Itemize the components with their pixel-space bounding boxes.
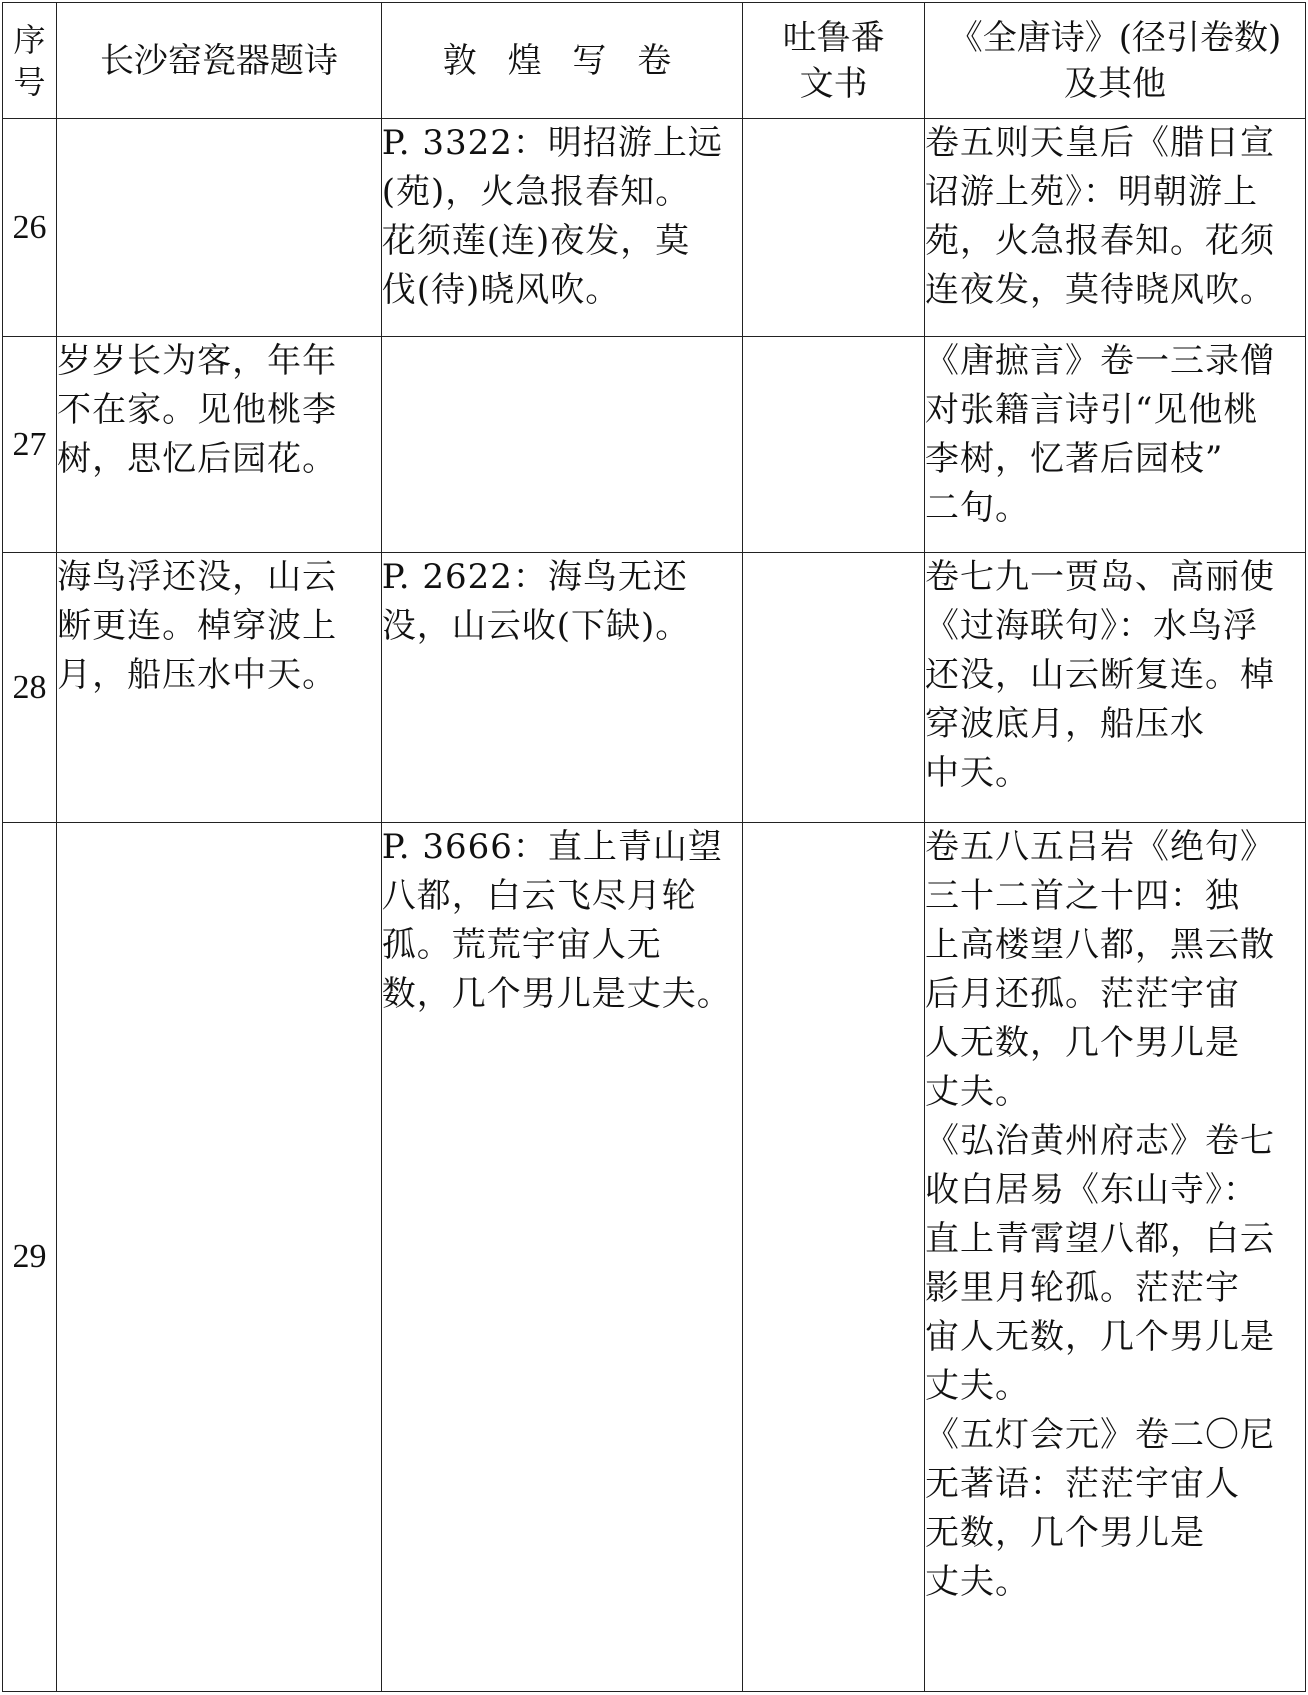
row-number: 27 xyxy=(3,337,57,553)
header-no: 序号 xyxy=(3,3,57,119)
changsha-cell: 海鸟浮还没，山云 断更连。棹穿波上 月，船压水中天。 xyxy=(57,553,382,823)
row-number: 29 xyxy=(3,823,57,1692)
turfan-cell xyxy=(743,553,925,823)
row-number: 28 xyxy=(3,553,57,823)
changsha-cell: 岁岁长为客，年年 不在家。见他桃李 树，思忆后园花。 xyxy=(57,337,382,553)
quantangshi-cell: 卷五八五吕岩《绝句》 三十二首之十四：独 上高楼望八都，黑云散 后月还孤。茫茫宇宙 人无数，几个男儿是 丈夫。 《弘治黄州府志》卷七 收白居易《东山寺》： 直上青霄望八都，白云 影里月轮孤。茫茫宇 宙人无数，几个男儿是 丈夫。 《五灯会元》卷二〇尼 无著语：茫茫宇宙人 无数，几个男儿是 丈夫。 xyxy=(925,823,1306,1692)
header-turfan: 吐鲁番 文书 xyxy=(743,3,925,119)
turfan-cell xyxy=(743,823,925,1692)
quantangshi-cell: 卷五则天皇后《腊日宣 诏游上苑》：明朝游上 苑，火急报春知。花须 连夜发，莫待晓风吹。 xyxy=(925,119,1306,337)
turfan-cell xyxy=(743,337,925,553)
header-dunhuang: 敦 煌 写 卷 xyxy=(381,3,742,119)
quantangshi-cell: 卷七九一贾岛、高丽使 《过海联句》：水鸟浮 还没，山云断复连。棹 穿波底月，船压水 中天。 xyxy=(925,553,1306,823)
quantangshi-cell: 《唐摭言》卷一三录僧 对张籍言诗引“见他桃 李树，忆著后园枝” 二句。 xyxy=(925,337,1306,553)
changsha-cell xyxy=(57,823,382,1692)
dunhuang-cell: P. 2622：海鸟无还 没，山云收(下缺)。 xyxy=(381,553,742,823)
poetry-comparison-table xyxy=(2,2,1306,1692)
row-number: 26 xyxy=(3,119,57,337)
header-quantangshi: 《全唐诗》(径引卷数) 及其他 xyxy=(925,3,1306,119)
header-changsha: 长沙窑瓷器题诗 xyxy=(57,3,382,119)
table-row xyxy=(3,337,1306,553)
table-row xyxy=(3,553,1306,823)
table-row xyxy=(3,823,1306,1692)
changsha-cell xyxy=(57,119,382,337)
header-row xyxy=(3,3,1306,119)
dunhuang-cell: P. 3322：明招游上远 (苑)，火急报春知。 花须莲(连)夜发，莫 伐(待)晓风吹。 xyxy=(381,119,742,337)
dunhuang-cell xyxy=(381,337,742,553)
table-row xyxy=(3,119,1306,337)
dunhuang-cell: P. 3666：直上青山望 八都，白云飞尽月轮 孤。荒荒宇宙人无 数，几个男儿是丈夫。 xyxy=(381,823,742,1692)
turfan-cell xyxy=(743,119,925,337)
